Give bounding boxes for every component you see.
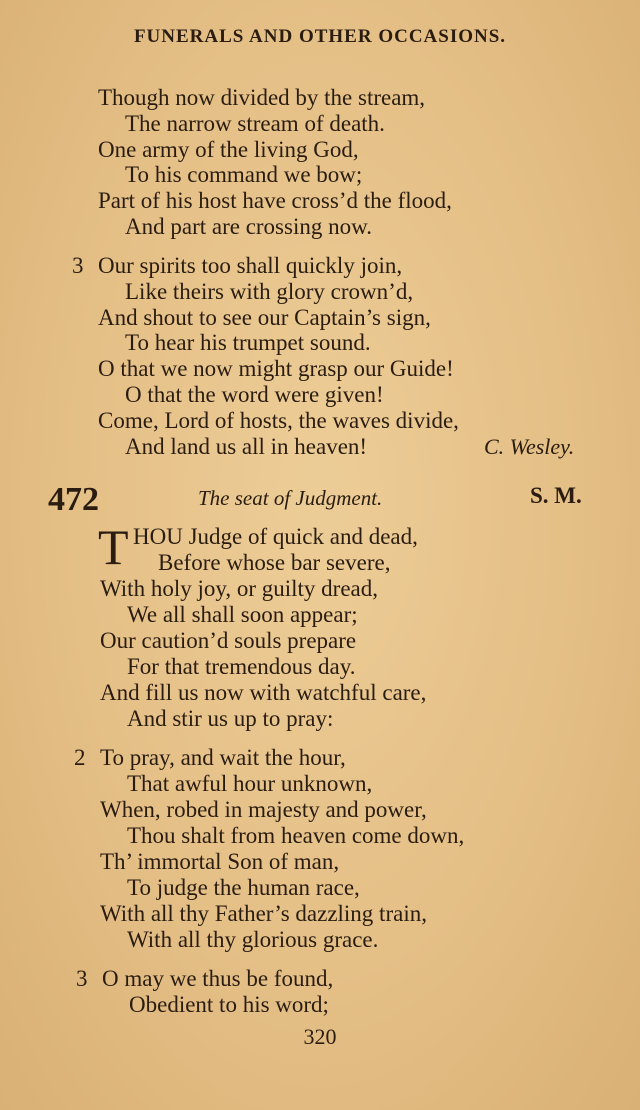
page-number: 320 — [303, 1024, 337, 1049]
hymn-number: 472 — [48, 481, 99, 518]
verse-line: To judge the human race, — [127, 875, 360, 900]
verse-line: Like theirs with glory crown’d, — [125, 279, 414, 304]
verse-line: And part are crossing now. — [125, 214, 372, 239]
verse-line: And shout to see our Captain’s sign, — [98, 305, 431, 330]
verse-line: Come, Lord of hosts, the waves divide, — [98, 408, 459, 433]
drop-cap: T — [98, 519, 129, 575]
verse-line: And fill us now with watchful care, — [100, 680, 427, 705]
verse-line: With all thy glorious grace. — [127, 927, 379, 952]
hymn-title: The seat of Judgment. — [198, 486, 383, 510]
verse-line: For that tremendous day. — [127, 654, 356, 679]
verse-line: One army of the living God, — [98, 137, 359, 162]
verse-line: To pray, and wait the hour, — [100, 745, 346, 770]
verse-line: Our spirits too shall quickly join, — [98, 253, 403, 278]
verse-line: Thou shalt from heaven come down, — [127, 823, 465, 848]
verse-line: That awful hour unknown, — [127, 771, 373, 796]
verse-line: We all shall soon appear; — [127, 602, 358, 627]
running-header: FUNERALS AND OTHER OCCASIONS. — [133, 26, 507, 47]
verse-line: And land us all in heaven! — [125, 434, 368, 459]
verse-line: And stir us up to pray: — [127, 706, 334, 731]
verse-line: To hear his trumpet sound. — [125, 330, 371, 355]
verse-line: The narrow stream of death. — [125, 111, 385, 136]
verse-line: O may we thus be found, — [102, 966, 334, 991]
verse-line: With holy joy, or guilty dread, — [100, 576, 379, 601]
verse-line: O that the word were given! — [125, 382, 384, 407]
stanza-number: 3 — [76, 966, 88, 991]
verse-line: O that we now might grasp our Guide! — [98, 356, 454, 381]
hymn-meter: S. M. — [530, 483, 582, 508]
author-attribution: C. Wesley. — [484, 434, 575, 459]
verse-line: Obedient to his word; — [129, 992, 329, 1017]
verse-line: To his command we bow; — [125, 162, 363, 187]
verse-line: Our caution’d souls prepare — [100, 628, 357, 653]
verse-line: Th’ immortal Son of man, — [100, 849, 340, 874]
verse-line: HOU Judge of quick and dead, — [133, 524, 418, 549]
stanza-number: 2 — [74, 745, 86, 770]
verse-line: Part of his host have cross’d the flood, — [98, 188, 452, 213]
verse-line: With all thy Father’s dazzling train, — [100, 901, 427, 926]
verse-line: Though now divided by the stream, — [98, 85, 426, 110]
stanza-number: 3 — [72, 253, 84, 278]
verse-line: Before whose bar severe, — [158, 550, 391, 575]
verse-line: When, robed in majesty and power, — [100, 797, 427, 822]
